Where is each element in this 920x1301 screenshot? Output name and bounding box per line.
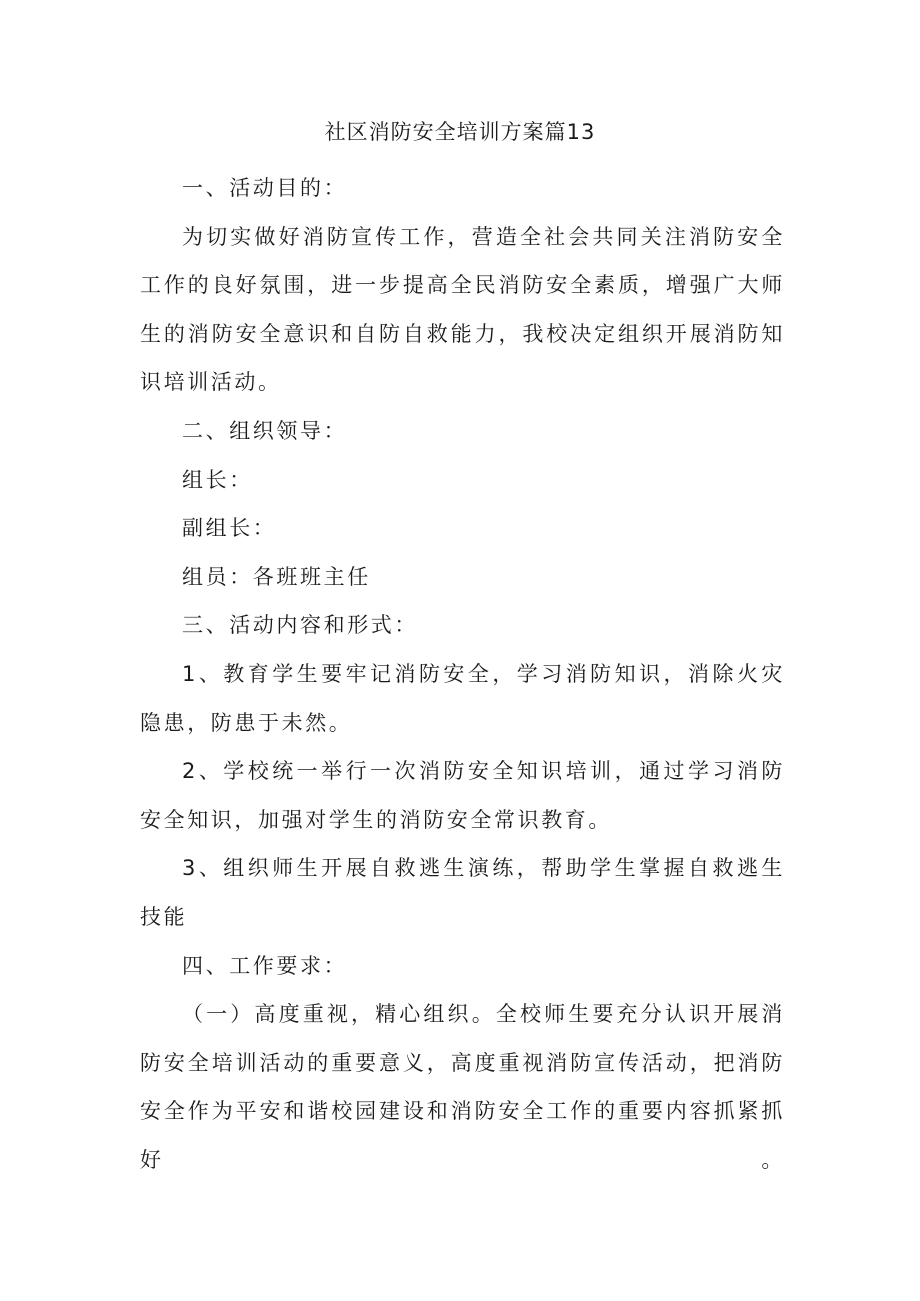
document-title: 社区消防安全培训方案篇13 (324, 120, 596, 144)
content-item-1: 1、教育学生要牢记消防安全，学习消防知识，消除火灾隐患，防患于未然。 (140, 661, 785, 735)
section-heading-purpose: 一、活动目的： (182, 176, 348, 200)
section-heading-content: 三、活动内容和形式： (182, 613, 418, 638)
leader-line: 组长： (182, 467, 253, 492)
content-item-3: 3、组织师生开展自救逃生演练，帮助学生掌握自救逃生技能 (140, 856, 785, 929)
section-heading-requirements: 四、工作要求： (182, 953, 348, 978)
deputy-leader-line: 副组长： (182, 516, 277, 541)
content-item-2: 2、学校统一举行一次消防安全知识培训，通过学习消防安全知识，加强对学生的消防安全常识教育。 (140, 759, 785, 832)
paragraph-purpose: 为切实做好消防宣传工作，营造全社会共同关注消防安全工作的良好氛围，进一步提高全民消防安全素质，增强广大师生的消防安全意识和自防自救能力，我校决定组织开展消防知识培训活动。 (140, 224, 785, 395)
document-body (140, 164, 785, 1184)
requirement-item-1: （一）高度重视，精心组织。全校师生要充分认识开展消防安全培训活动的重要意义，高度重视消防宣传活动，把消防安全作为平安和谐校园建设和消防安全工作的重要内容抓紧抓好。 (140, 1002, 785, 1172)
section-heading-leadership: 二、组织领导： (182, 418, 348, 443)
members-line: 组员：各班班主任 (182, 564, 371, 589)
